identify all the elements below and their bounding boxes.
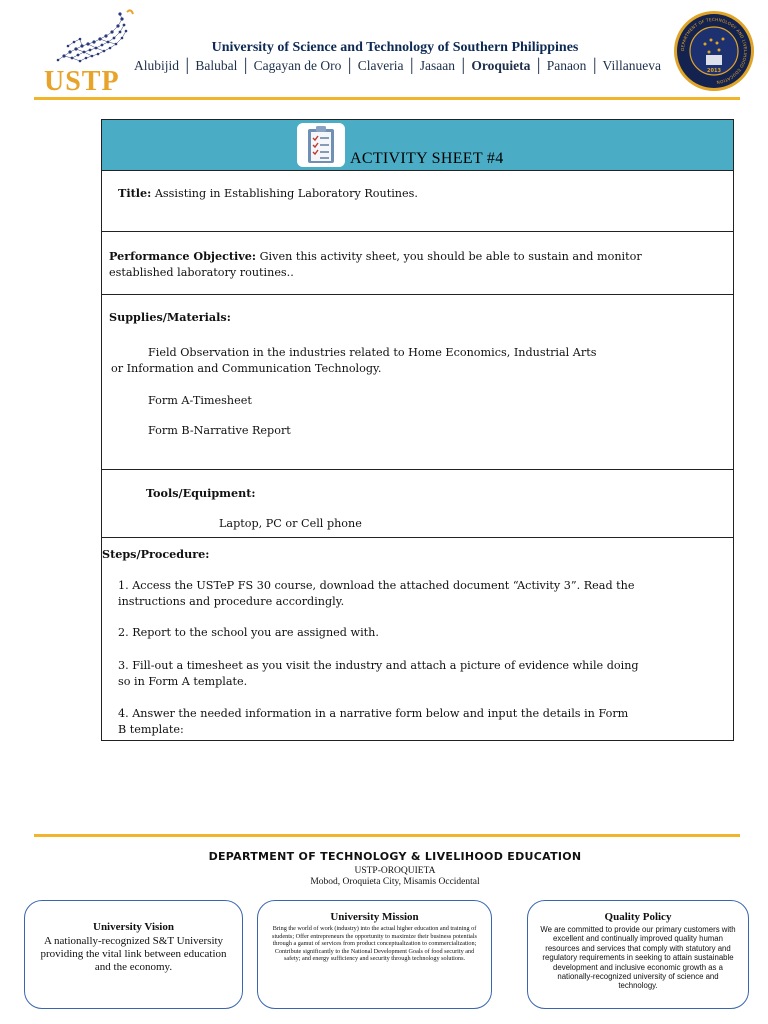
campus-panaon: Panaon [546, 58, 587, 73]
mission-title: University Mission [330, 911, 419, 923]
policy-text: We are committed to provide our primary customers with excellent and continually improved quality human resources and services that comply with statutory and regulatory requirements in seeking to attain sustainable development and inclusive economic growth as a nationally-recognized university of science and technology. [540, 925, 736, 991]
steps-label: Steps/Procedure: [102, 547, 210, 561]
tools-value: Laptop, PC or Cell phone [219, 517, 362, 530]
campus-cagayan-de-oro: Cagayan de Oro [253, 58, 342, 73]
objective-line2: established laboratory routines.. [109, 266, 294, 279]
vision-text: A nationally-recognized S&T University providing the vital link between education and the economy. [40, 935, 227, 973]
policy-title: Quality Policy [604, 911, 672, 923]
ustp-logo-text: USTP [44, 66, 120, 97]
title-value: Assisting in Establishing Laboratory Routines. [154, 187, 418, 200]
vision-title: University Vision [93, 921, 174, 933]
university-vision-box [24, 900, 243, 1009]
form-a-label: Form A-Timesheet [148, 394, 252, 407]
step-item: 2. Report to the school you are assigned with. [118, 626, 379, 639]
campus-balubal: Balubal [195, 58, 238, 73]
title-row [102, 171, 733, 232]
header-divider [34, 97, 740, 100]
footer-campus: USTP-OROQUIETA [354, 866, 436, 876]
sheet-heading: ACTIVITY SHEET #4 [350, 150, 504, 167]
activity-sheet-table [101, 119, 734, 741]
clipboard-checklist-icon [297, 123, 345, 167]
quality-policy-box [527, 900, 749, 1009]
objective-text [109, 248, 724, 281]
footer-address: Mobod, Oroquieta City, Misamis Occidental [310, 877, 480, 887]
supplies-line2: or Information and Communication Technology. [111, 362, 382, 375]
campus-oroquieta: Oroquieta [471, 58, 531, 73]
objective-row [102, 232, 733, 295]
footer-divider [34, 834, 740, 837]
step-item: 4. Answer the needed information in a narrative form below and input the details in Form B template: [118, 707, 629, 736]
seal-ring-text: DEPARTMENT OF TECHNOLOGY AND LIVELIHOOD EDUCATION [679, 16, 749, 85]
steps-row [102, 538, 733, 741]
department-name: DEPARTMENT OF TECHNOLOGY & LIVELIHOOD EDUCATION [208, 850, 582, 863]
step-item: 1. Access the USTeP FS 30 course, download the attached document “Activity 3”. Read the instructions and procedure accordingly. [118, 579, 635, 608]
sheet-header-row [102, 120, 733, 171]
form-b-label: Form B-Narrative Report [148, 424, 291, 437]
objective-value: Given this activity sheet, you should be able to sustain and monitor [259, 250, 642, 263]
university-name: University of Science and Technology of Southern Philippines [211, 40, 579, 55]
university-mission-box [257, 900, 492, 1009]
tools-label: Tools/Equipment: [146, 486, 256, 500]
campus-list: Alubijid │ Balubal │ Cagayan de Oro │ Claveria │ Jasaan │ Oroquieta │ Panaon │ Villanueva [134, 58, 661, 73]
mission-text: Bring the world of work (industry) into the actual higher education and training of students; Offer entrepreneurs the opportunity to maximize their business potentials through a gamut of services from product conceptualization to commercialization; Contribute significantly to the National Development Goals of food security and safety; and energy sufficiency and security through technology solutions. [272, 925, 477, 963]
tools-row [102, 470, 733, 538]
title-label: Title: [118, 186, 152, 200]
seal-year: 2013 [707, 68, 721, 74]
campus-alubijid: Alubijid [134, 58, 180, 73]
objective-label: Performance Objective: [109, 249, 257, 263]
step-item: 3. Fill-out a timesheet as you visit the industry and attach a picture of evidence while doing so in Form A template. [118, 659, 639, 688]
campus-villanueva: Villanueva [602, 58, 661, 73]
supplies-row [102, 295, 733, 470]
campus-claveria: Claveria [357, 58, 404, 73]
supplies-line1: Field Observation in the industries related to Home Economics, Industrial Arts [148, 346, 597, 359]
campus-jasaan: Jasaan [419, 58, 456, 73]
supplies-label: Supplies/Materials: [109, 310, 231, 324]
department-seal [673, 10, 755, 92]
title-text [118, 185, 418, 202]
